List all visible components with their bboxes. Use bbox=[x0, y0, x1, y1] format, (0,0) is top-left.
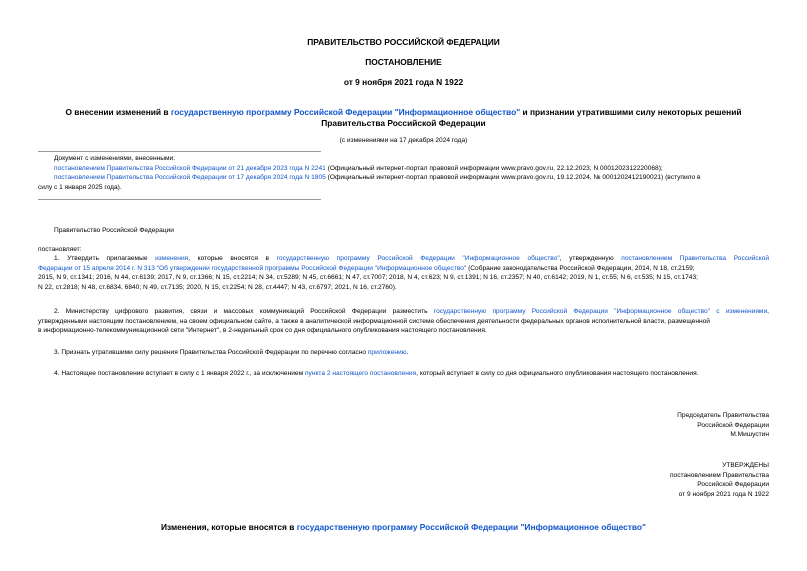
signature-block bbox=[560, 411, 769, 440]
government-heading: ПРАВИТЕЛЬСТВО РОССИЙСКОЙ ФЕДЕРАЦИИ bbox=[307, 37, 500, 47]
p2-program-link[interactable]: государственную программу Российской Федерации "Информационное общество" bbox=[433, 308, 711, 315]
approved-line2: постановлением Правительства bbox=[669, 471, 769, 479]
government-line: Правительство Российской Федерации bbox=[54, 227, 174, 234]
paragraph-2 bbox=[38, 307, 769, 336]
approved-heading: УТВЕРЖДЕНЫ bbox=[722, 462, 769, 469]
bottom-divider bbox=[38, 199, 321, 200]
changes-item-1: постановлением Правительства Российской Федерации от 21 декабря 2023 года N 2241 (Официальный интернет-портал правовой информации www.pravo.gov.ru, 22.12.2023, N 0001202312220068); bbox=[54, 164, 663, 172]
title-program-link[interactable]: государственную программу Российской Федерации "Информационное общество" bbox=[170, 107, 521, 117]
paragraph-4: 4. Настоящее постановление вступает в силу с 1 января 2022 г., за исключением пункта 2 настоящего постановления, который вступает в силу со дня официального опубликования настоящего постановления. bbox=[54, 370, 699, 377]
paragraph-2-line1: 2. Министерству цифрового развития, связи и массовых коммуникаций Российской Федерации разместить государственную программу Российской Федерации "Информационное общество" с изменениями, bbox=[54, 308, 769, 315]
changes-heading: Документ с изменениями, внесенными: bbox=[54, 155, 176, 162]
document-title-line2: Правительства Российской Федерации bbox=[321, 118, 486, 128]
paragraph-1-line4: N 22, ст.2818; N 48, ст.6834, 6840; N 49, ст.7135; 2020, N 15, ст.2254; N 28, ст.4447; N 43, ст.6797; 2021, N 16, ст.2760). bbox=[38, 284, 397, 292]
amendment-2023-link[interactable]: постановлением Правительства Российской Федерации от 21 декабря 2023 года N 2241 bbox=[54, 164, 326, 172]
paragraph-2-line2: утвержденными настоящим постановлением, на своем официальном сайте, а также в аналитической информационной системе обеспечения деятельности федеральных органов исполнительной власти, размещенной bbox=[38, 317, 710, 325]
signature-title: Председатель Правительства bbox=[677, 412, 769, 419]
paragraph-2-ref-link[interactable]: пункта 2 настоящего постановления bbox=[304, 370, 417, 377]
changes-block bbox=[54, 154, 774, 183]
top-divider bbox=[38, 151, 321, 152]
paragraph-2-line3: в информационно-телекоммуникационной сети "Интернет", в 2-недельный срок со дня официального опубликования настоящего постановления. bbox=[38, 327, 487, 335]
signature-org: Российской Федерации bbox=[697, 421, 769, 429]
changes-link[interactable]: изменения bbox=[155, 255, 189, 262]
approved-block bbox=[560, 461, 769, 500]
paragraph-1 bbox=[38, 254, 769, 293]
signature-name: М.Мишустин bbox=[730, 431, 769, 439]
approved-date: от 9 ноября 2021 года N 1922 bbox=[678, 491, 769, 499]
appendix-link[interactable]: приложению bbox=[367, 349, 407, 356]
changes-title: Изменения, которые вносятся в государственную программу Российской Федерации "Информационное общество" bbox=[160, 522, 647, 532]
document-date-number: от 9 ноября 2021 года N 1922 bbox=[343, 77, 464, 87]
resolution-313-link[interactable]: постановлением Правительства Российской bbox=[621, 255, 770, 262]
decides-line: постановляет: bbox=[38, 246, 82, 253]
paragraph-1-line2: Федерации от 15 апреля 2014 г. N 313 "Об утверждении государственной программы Российской Федерации "Информационное общество" (Собрание законодательства Российской Федерации, 2014, N 18, ст.2159; bbox=[38, 264, 695, 272]
paragraph-1-line1: 1. Утвердить прилагаемые изменения, которые вносятся в государственную программу Российской Федерации "Информационное общество", утвержденную постановлением Правительства Российской bbox=[54, 255, 770, 262]
with-changes-link[interactable]: с изменениями bbox=[716, 308, 768, 315]
changes-title-program-link[interactable]: государственную программу Российской Федерации "Информационное общество" bbox=[296, 522, 647, 532]
changes-item-2-cont: силу с 1 января 2025 года). bbox=[38, 184, 122, 191]
document-title-line1: О внесении изменений в государственную программу Российской Федерации "Информационное общество" и признании утратившими силу некоторых решений bbox=[65, 107, 742, 117]
approved-line3: Российской Федерации bbox=[697, 481, 769, 489]
changes-item-2: постановлением Правительства Российской Федерации от 17 декабря 2024 года N 1805 (Официальный интернет-портал правовой информации www.pravo.gov.ru, 19.12.2024, № 0001202412190021) (вступило в bbox=[54, 174, 701, 182]
paragraph-3: 3. Признать утратившими силу решения Правительства Российской Федерации по перечню согласно приложению. bbox=[54, 349, 409, 356]
document-type: ПОСТАНОВЛЕНИЕ bbox=[365, 57, 442, 67]
paragraph-1-line3: 2015, N 9, ст.1341; 2016, N 44, ст.6139; 2017, N 9, ст.1366; N 15, ст.2214; N 34, ст.5289; N 45, ст.6661; N 47, ст.7007; 2018, N 4, ст.623; N 9, ст.1391; N 16, ст.2357; N 40, ст.6142; 2019, N 1, ст.55; N 6, ст.535; N 15, ст.1743; bbox=[38, 274, 698, 282]
amendment-2024-link[interactable]: постановлением Правительства Российской Федерации от 17 декабря 2024 года N 1805 bbox=[54, 174, 326, 182]
amended-note: (с изменениями на 17 декабря 2024 года) bbox=[339, 137, 468, 144]
resolution-313-link-cont[interactable]: Федерации от 15 апреля 2014 г. N 313 "Об утверждении государственной программы Российской Федерации "Информационное общество" bbox=[38, 264, 467, 272]
p1-program-link[interactable]: государственную программу Российской Федерации "Информационное общество" bbox=[276, 255, 560, 262]
